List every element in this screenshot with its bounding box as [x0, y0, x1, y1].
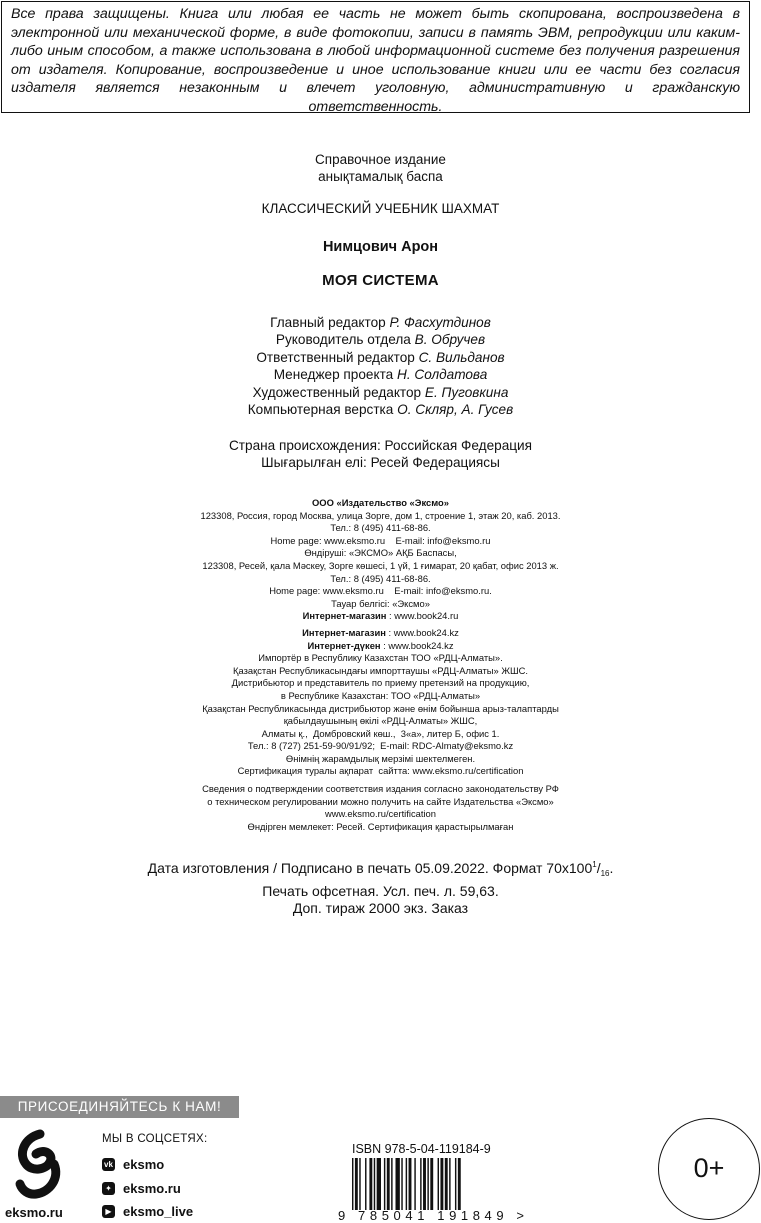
copyright-notice: Все права защищены. Книга или любая ее часть не может быть скопирована, воспроизведена в электронной или механической форме, в виде фотокопии, записи в память ЭВМ, репродукции или каким-либо иным способом, а также использована в любой информационной системе без получения разрешения от издателя. Копирование, воспроизведение и иное использование книги или ее части без согласия издателя является незаконным и влечет уголовную, административную и гражданскую ответственность. [1, 1, 750, 113]
staff-row: Руководитель отдела В. Обручев [275, 332, 486, 348]
publisher-address-kz: 123308, Ресей, қала Мәскеу, Зорге көшесі, 1 үй, 1 ғимарат, 20 қабат, офис 2013 ж. [202, 559, 559, 571]
print-info [0, 856, 761, 918]
staff-row: Компьютерная верстка О. Скляр, А. Гусев [247, 402, 514, 418]
barcode-bar [387, 1158, 390, 1210]
barcode-bar [427, 1158, 428, 1210]
kz-line: Өнімнің жарамдылық мерзімі шектелмеген. [285, 752, 476, 764]
certification-info [0, 783, 761, 833]
logo-text: eksmo.ru [5, 1205, 63, 1220]
kz-line: Сертификация туралы ақпарат сайтта: www.eksmo.ru/certification [237, 765, 524, 777]
eksmo-logo-icon [10, 1128, 70, 1200]
country-kz: Шығарылған елі: Ресей Федерациясы [261, 455, 500, 471]
barcode-bar [352, 1158, 353, 1210]
barcode-bar [365, 1158, 366, 1210]
social-site[interactable]: ✦ eksmo.ru [102, 1181, 181, 1196]
barcode-bar [401, 1158, 402, 1210]
kz-line: Қазақстан Республикасындағы импорттаушы «РДЦ-Алматы» ЖШС. [233, 664, 528, 676]
barcode-bar [455, 1158, 456, 1210]
cert-line: о техническом регулировании можно получить на сайте Издательства «Эксмо» [207, 795, 554, 807]
staff-row: Менеджер проекта Н. Солдатова [273, 367, 488, 383]
barcode-bar [374, 1158, 375, 1210]
barcode-bar [384, 1158, 385, 1210]
edition-type-ru: Справочное издание [315, 152, 446, 167]
barcode-digits: 9 785041 191849 > [338, 1208, 529, 1223]
kz-line: Алматы қ., Домбровский көш., 3«а», литер Б, офис 1. [261, 727, 500, 739]
publisher-address-ru: 123308, Россия, город Москва, улица Зорге, дом 1, строение 1, этаж 20, каб. 2013. [200, 509, 561, 521]
staff-row: Ответственный редактор С. Вильданов [256, 349, 505, 365]
isbn: ISBN 978-5-04-119184-9 [352, 1142, 491, 1156]
publisher-tel-kz: Тел.: 8 (495) 411-68-86. [330, 572, 431, 584]
barcode-bar [359, 1158, 360, 1210]
cert-line: Өндірген мемлекет: Ресей. Сертификация қарастырылмаған [247, 820, 514, 832]
edition-type-kz: анықтамалық баспа [318, 169, 443, 184]
barcode-bar [377, 1158, 381, 1210]
imprint-header [0, 151, 761, 217]
barcode-bar [414, 1158, 415, 1210]
kz-line: Тел.: 8 (727) 251-59-90/91/92; E-mail: RDC-Almaty@eksmo.kz [247, 740, 514, 752]
book-title: МОЯ СИСТЕМА [322, 272, 439, 289]
staff-row: Художественный редактор Е. Пуговкина [252, 384, 509, 400]
barcode-bar [438, 1158, 439, 1210]
kz-line: Импортёр в Республику Казахстан ТОО «РДЦ-Алматы». [258, 652, 503, 664]
staff-list [0, 314, 761, 418]
kz-line: қабылдаушының өкілі «РДЦ-Алматы» ЖШС, [283, 715, 478, 727]
print-run: Доп. тираж 2000 экз. Заказ [292, 900, 469, 917]
social-title: МЫ В СОЦСЕТЯХ: [102, 1133, 208, 1145]
barcode-bar [369, 1158, 372, 1210]
barcode-icon [352, 1158, 502, 1210]
barcode-bar [440, 1158, 443, 1210]
shop-ru: Интернет-магазин : www.book24.ru [302, 610, 459, 622]
barcode-bar [430, 1158, 433, 1210]
cert-line: www.eksmo.ru/certification [325, 808, 436, 820]
barcode-bar [449, 1158, 450, 1210]
barcode-bar [391, 1158, 392, 1210]
age-rating: 0+ [658, 1118, 760, 1220]
barcode-bar [458, 1158, 461, 1210]
barcode-bar [406, 1158, 407, 1210]
barcode-bar [420, 1158, 421, 1210]
barcode-bar [409, 1158, 412, 1210]
cert-line: Сведения о подтверждении соответствия издания согласно законодательству РФ [202, 783, 559, 794]
barcode-bar [423, 1158, 426, 1210]
social-youtube[interactable]: ▶ eksmo_live [102, 1204, 193, 1219]
publisher-name: ООО «Издательство «Эксмо» [312, 497, 449, 508]
country-of-origin [0, 437, 761, 472]
publisher-web-ru: Home page: www.eksmo.ru E-mail: info@eksmo.ru [270, 534, 491, 546]
vk-icon: vk [102, 1158, 115, 1171]
kz-line: Қазақстан Республикасында дистрибьютор және өнім бойынша арыз-талаптарды [202, 702, 559, 714]
shop-kz: Интернет-магазин : www.book24.kz [302, 626, 459, 638]
author: Нимцович Арон [322, 239, 439, 255]
publisher-info [0, 497, 761, 778]
publisher-trademark: Тауар белгісі: «Эксмо» [331, 597, 430, 609]
print-type: Печать офсетная. Усл. печ. л. 59,63. [262, 882, 499, 899]
print-date-format: Дата изготовления / Подписано в печать 05.09.2022. Формат $70х100^1/_{16}$. [147, 860, 614, 878]
kz-line: в Республике Казахстан: ТОО «РДЦ-Алматы» [280, 689, 481, 701]
social-vk[interactable]: vk eksmo [102, 1157, 164, 1172]
youtube-icon: ▶ [102, 1205, 115, 1218]
join-us-banner: ПРИСОЕДИНЯЙТЕСЬ К НАМ! [0, 1096, 239, 1118]
country-ru: Страна происхождения: Российская Федерация [228, 438, 533, 453]
kz-line: Дистрибьютор и представитель по приему претензий на продукцию, [231, 677, 530, 689]
publisher-producer-kz: Өндіруші: «ЭКСМО» АҚБ Баспасы, [304, 547, 457, 559]
barcode-bar [396, 1158, 400, 1210]
series-title: КЛАССИЧЕСКИЙ УЧЕБНИК ШАХМАТ [261, 201, 500, 216]
site-icon: ✦ [102, 1182, 115, 1195]
barcode-bar [355, 1158, 358, 1210]
barcode-bar [445, 1158, 448, 1210]
publisher-web-kz: Home page: www.eksmo.ru E-mail: info@eksmo.ru. [269, 585, 492, 597]
publisher-tel-ru: Тел.: 8 (495) 411-68-86. [330, 522, 431, 534]
staff-row: Главный редактор Р. Фасхутдинов [270, 315, 491, 330]
shop-kz-2: Интернет-дүкен : www.book24.kz [307, 639, 454, 651]
